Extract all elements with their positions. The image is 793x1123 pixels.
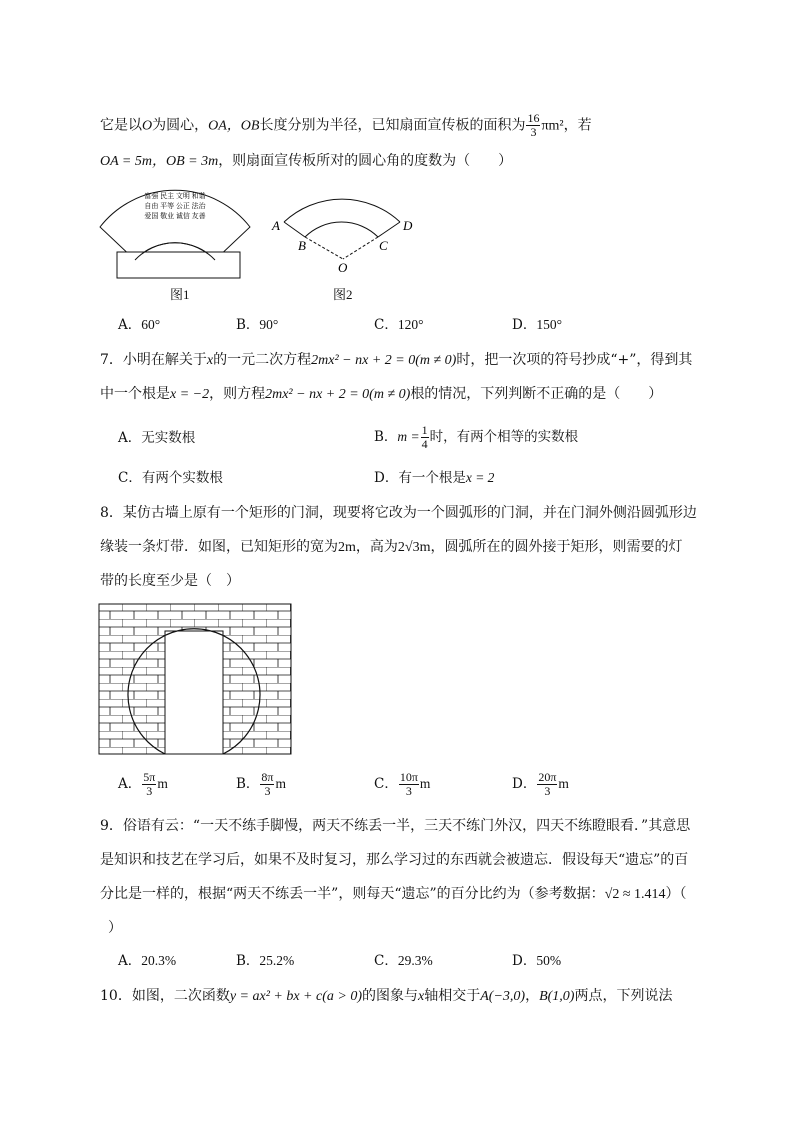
q8-option-b[interactable]: B． $\frac{8\pi}{3}$ m (236, 770, 286, 798)
q9-option-d[interactable]: D．50% (512, 953, 562, 969)
q9-option-a[interactable]: A．20.3% (118, 953, 177, 969)
q6-figure1 (95, 182, 255, 282)
q10-line1: 10．如图，二次函数y = ax² + bx + c(a > 0)的图象与x轴相交于A(−3,0)，B(1,0)两点，下列说法 (100, 988, 673, 1004)
q8-line3: 带的长度至少是（ ） (100, 573, 240, 589)
fig1-slogan-row1: 富强 民主 文明 和谐 (144, 192, 206, 200)
fig1-slogan-row2: 自由 平等 公正 法治 (144, 202, 206, 210)
fig2-label-c: C (379, 238, 388, 253)
q9-line1: 9．俗语有云：“一天不练手脚慢，两天不练丢一半，三天不练门外汉，四天不练瞪眼看．”其意思 (100, 818, 691, 834)
q9-line3: 分比是一样的，根据“两天不练丢一半”，则每天“遗忘”的百分比约为（参考数据：√2 ≈ 1.414）（ (100, 886, 687, 902)
fig1-slogan-row3: 爱国 敬业 诚信 友善 (144, 212, 206, 220)
fig2-label-o: O (338, 260, 348, 275)
fig2-label-a: A (272, 218, 280, 233)
fig2-label-b: B (298, 238, 306, 253)
q6-line2: OA = 5m，OB = 3m，则扇面宣传板所对的圆心角的度数为（ ） (100, 153, 513, 169)
q6-option-c[interactable]: C．120° (374, 317, 424, 333)
q6-line1: 它是以O为圆心，OA，OB长度分别为半径，已知扇面宣传板的面积为 $\frac{16}{3}$ πm²，若 (100, 111, 592, 139)
q9-option-c[interactable]: C．29.3% (374, 953, 433, 969)
q8-option-a[interactable]: A． $\frac{5\pi}{3}$ m (118, 770, 168, 798)
fig2-label-d: D (403, 218, 413, 233)
q7-option-a[interactable]: A．无实数根 (118, 430, 196, 446)
q6-option-a[interactable]: A．60° (118, 317, 161, 333)
q7-option-d[interactable]: D．有一个根是x = 2 (374, 470, 495, 486)
fig1-caption: 图1 (170, 287, 190, 302)
q6-option-b[interactable]: B．90° (236, 317, 279, 333)
q7-option-b[interactable]: B．m = $\frac{1}{4}$ 时，有两个相等的实数根 (374, 423, 579, 451)
q7-line1: 7．小明在解关于x的一元二次方程2mx² − nx + 2 = 0(m ≠ 0)时，把一次项的符号抄成“+”，得到其 (100, 352, 693, 368)
q9-line4: ） (108, 920, 122, 936)
q7-option-c[interactable]: C．有两个实数根 (118, 470, 223, 486)
q6-figure2 (270, 182, 420, 282)
q7-line2: 中一个根是x = −2，则方程2mx² − nx + 2 = 0(m ≠ 0)根的情况，下列判断不正确的是（ ） (100, 386, 663, 402)
q8-option-c[interactable]: C． $\frac{10\pi}{3}$ m (374, 770, 431, 798)
fig2-caption: 图2 (333, 287, 353, 302)
q9-option-b[interactable]: B．25.2% (236, 953, 295, 969)
q9-line2: 是知识和技艺在学习后，如果不及时复习，那么学习过的东西就会被遗忘．假设每天“遗忘”的百 (100, 852, 689, 868)
q8-option-d[interactable]: D． $\frac{20\pi}{3}$ m (512, 770, 569, 798)
q6-area-fraction: $\frac{16}{3}$ (527, 111, 540, 139)
q6-option-d[interactable]: D．150° (512, 317, 562, 333)
q8-line1: 8．某仿古墙上原有一个矩形的门洞，现要将它改为一个圆弧形的门洞，并在门洞外侧沿圆弧形边 (100, 505, 697, 521)
q8-wall-figure (98, 603, 292, 755)
q8-line2: 缘装一条灯带．如图，已知矩形的宽为2m，高为2√3m，圆弧所在的圆外接于矩形，则需要的灯 (100, 539, 683, 555)
